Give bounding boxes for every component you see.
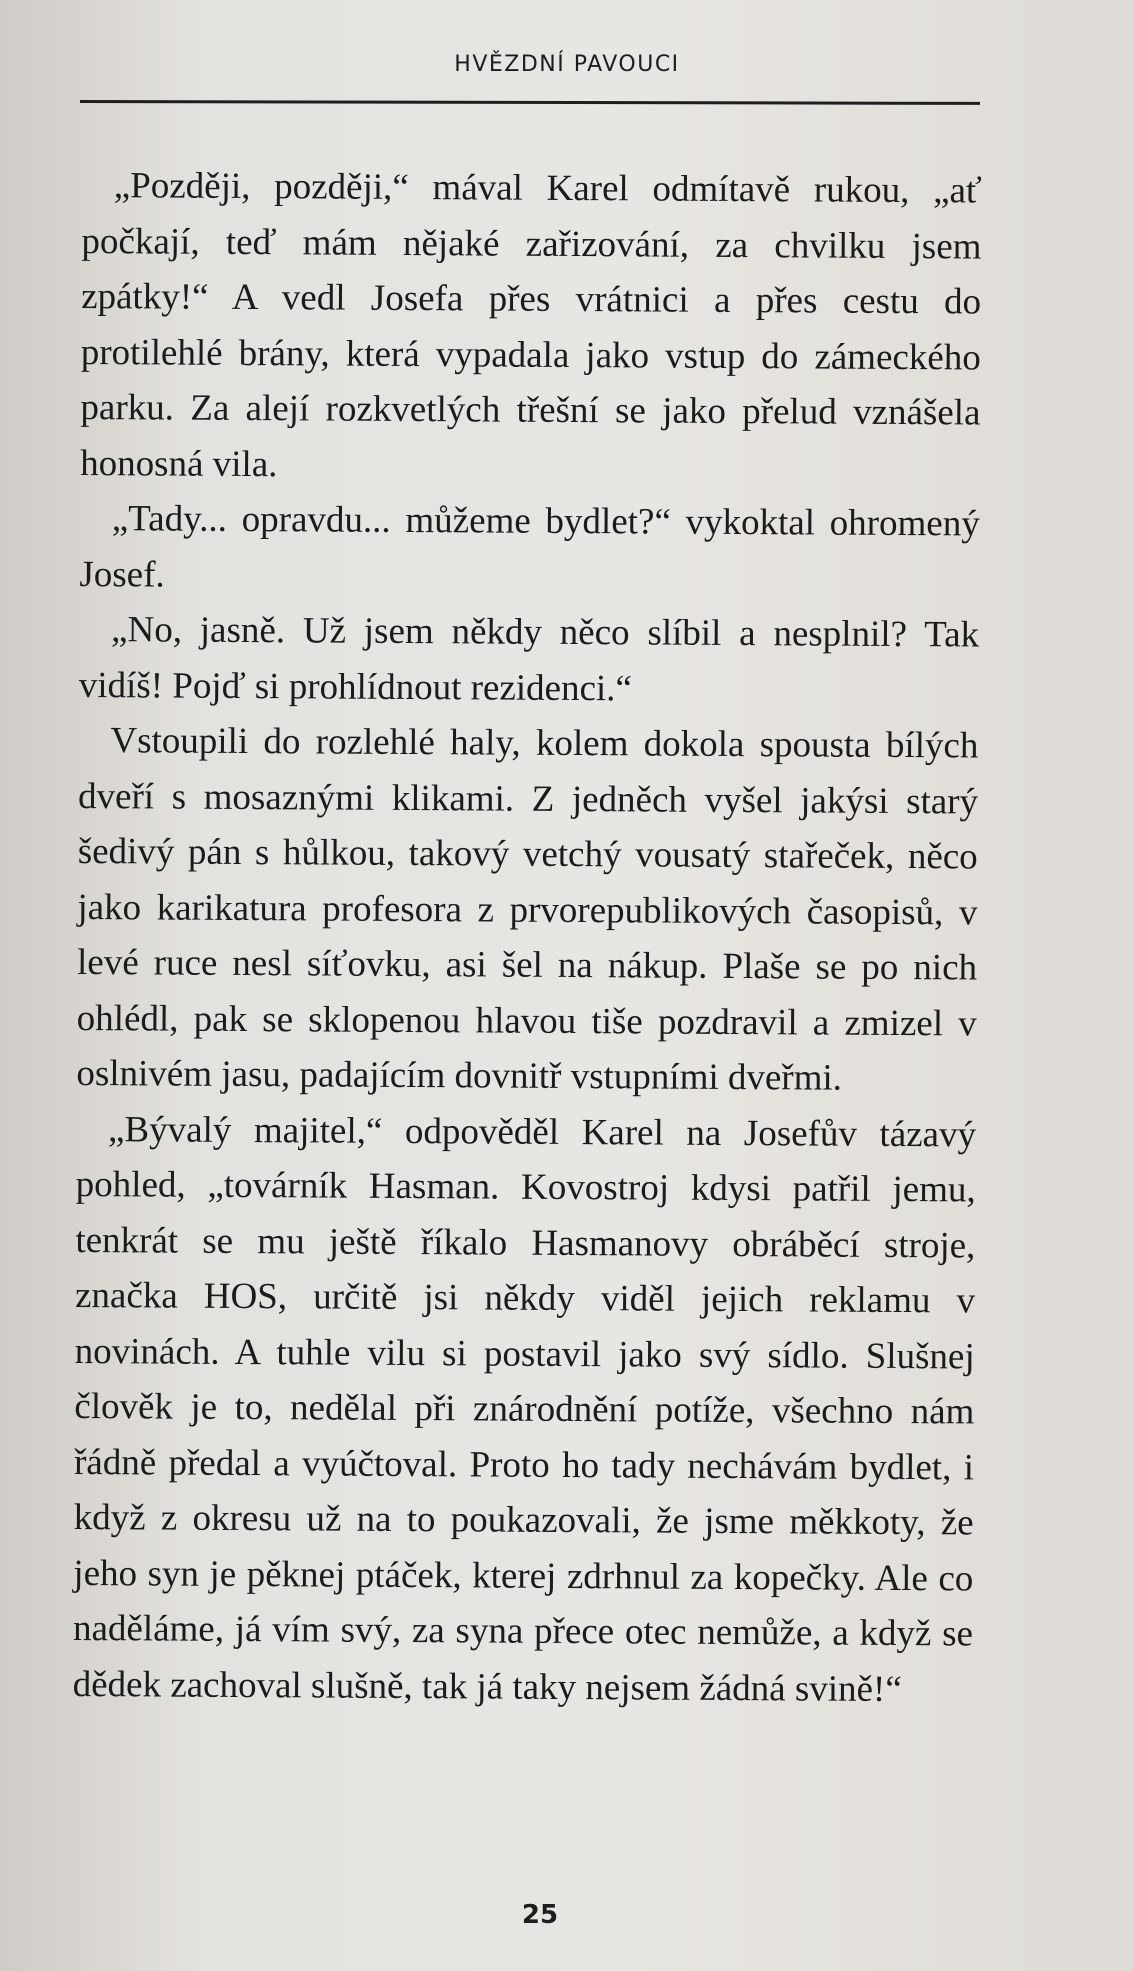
paragraph-5: „Bývalý majitel,“ odpověděl Karel na Josefův tázavý pohled, „továrník Hasman. Kovostroj kdysi patřil jemu, tenkrát se mu ještě říkalo Hasmanovy obráběcí stroje, značka HOS, určitě jsi někdy viděl jejich reklamu v novinách. A tuhle vilu si postavil jako svý sídlo. Slušnej člověk je to, nedělal při znárodnění potíže, všechno nám řádně předal a vyúčtoval. Proto ho tady nechávám bydlet, i když z okresu už na to poukazovali, že jsme měkkoty, že jeho syn je pěknej ptáček, kterej zdrhnul za kopečky. Ale co naděláme, já vím svý, za syna přece otec nemůže, a když se dědek zachoval slušně, tak já taky nejsem žádná svině!“ [72,1108,977,1710]
header-rule [80,100,980,105]
running-head: HVĚZDNÍ PAVOUCI [454,52,680,77]
paragraph-2: „Tady... opravdu... můžeme bydlet?“ vykoktal ohromený Josef. [79,498,980,596]
paragraph-4: Vstoupili do rozlehlé haly, kolem dokola spousta bílých dveří s mosaznými klikami. Z jedněch vyšel jakýsi starý šedivý pán s hůlkou, takový vetchý vousatý stařeček, něco jako karikatura profesora z prvorepublikových časopisů, v levé ruce nesl síťovku, asi šel na nákup. Plaše se po nich ohlédl, pak se sklopenou hlavou tiše pozdravil a zmizel v oslnivém jasu, padajícím dovnitř vstupními dveřmi. [76,720,979,1099]
paragraph-3: „No, jasně. Už jsem někdy něco slíbil a nesplnil? Tak vidíš! Pojď si prohlídnout rezidenci.“ [78,609,980,709]
body-text [73,158,982,1717]
paragraph-1: „Později, později,“ mával Karel odmítavě rukou, „ať počkají, teď mám nějaké zařizování, za chvilku jsem zpátky!“ A vedl Josefa přes vrátnici a přes cestu do protilehlé brány, která vypadala jako vstup do zámeckého parku. Za alejí rozkvetlých třešní se jako přelud vznášela honosná vila. [80,165,982,485]
page-number: 25 [521,1900,559,1930]
